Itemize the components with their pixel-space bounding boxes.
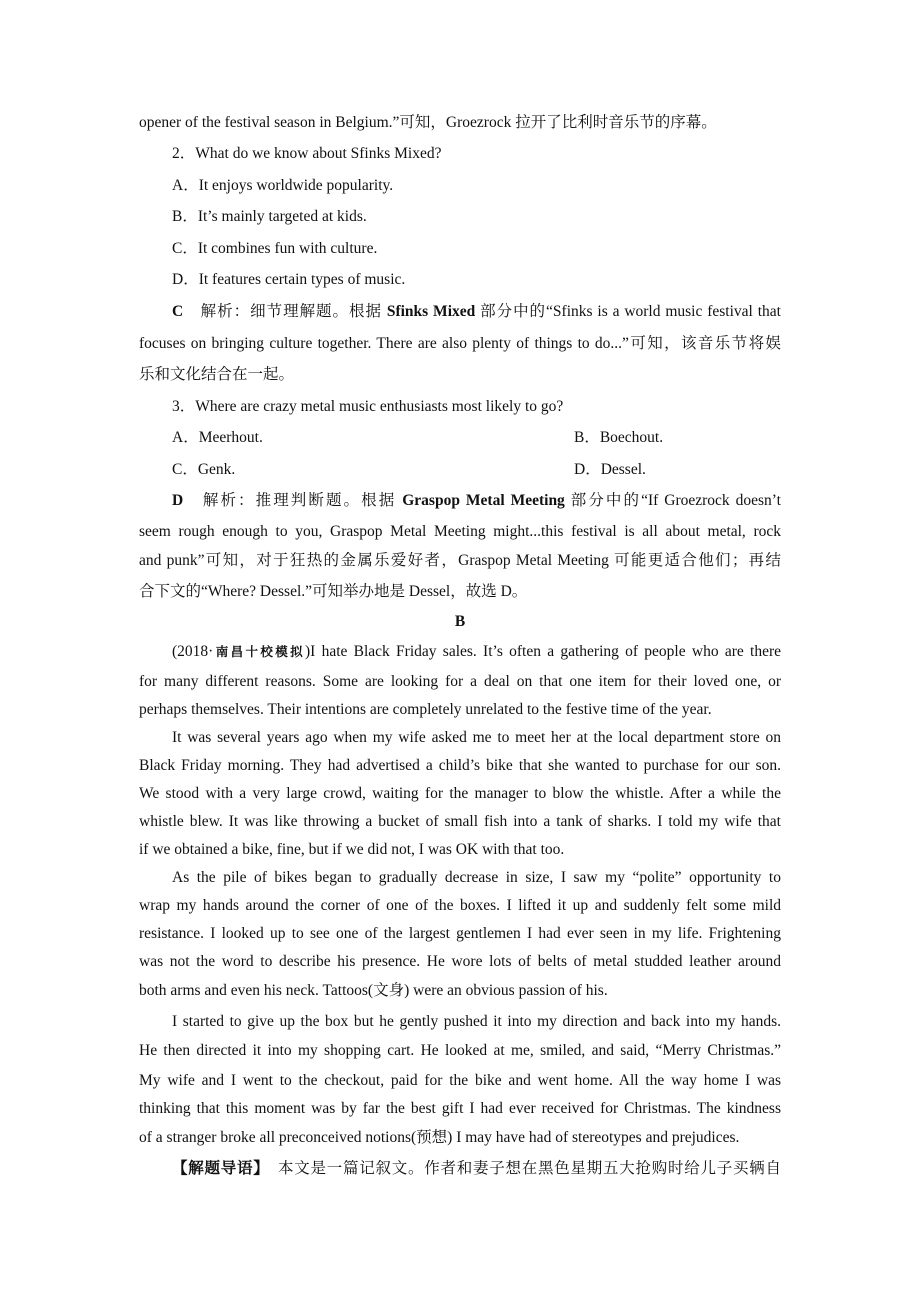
option-2d: D．It features certain types of music.: [172, 271, 406, 288]
option-3a: A．Meerhout.: [172, 429, 263, 446]
options-3-row-2: [139, 456, 781, 484]
answer-2-post: 部分中的“Sfinks is a world music festival that: [475, 303, 781, 320]
answer-3-line-3: and punk”可知，对于狂热的金属乐爱好者，Graspop Metal Meeting 可能更适合他们；再结: [139, 552, 781, 569]
answer-3-section: Graspop Metal Meeting: [402, 492, 565, 509]
passage-p3-line-5: both arms and even his neck. Tattoos(文身) were an obvious passion of his.: [139, 982, 608, 999]
passage-p3-line-3: resistance. I looked up to see one of the largest gentlemen I had ever seen in my life. Frightening: [139, 925, 781, 942]
answer-3-post: 部分中的“If Groezrock doesn’t: [564, 492, 781, 509]
option-2c: C．It combines fun with culture.: [172, 240, 378, 257]
answer-3-line-2: seem rough enough to you, Graspop Metal Meeting might...this festival is all about metal, rock: [139, 523, 781, 540]
answer-2-letter: C: [172, 303, 184, 320]
passage-p2-line-2: Black Friday morning. They had advertised a child’s bike that she wanted to purchase for our son.: [139, 757, 781, 774]
text-line: opener of the festival season in Belgium.”可知，Groezrock 拉开了比利时音乐节的序幕。: [139, 114, 717, 131]
answer-3-line-1: [139, 487, 781, 515]
answer-2-pre: 解析：细节理解题。根据: [200, 303, 387, 320]
guide-label: 【解题导语】: [172, 1160, 262, 1177]
section-heading: B: [454, 613, 466, 630]
answer-3-letter: D: [172, 492, 184, 509]
passage-p2-line-3: We stood with a very large crowd, waiting for the manager to blow the whistle. After a while the: [139, 785, 781, 802]
answer-2-line-3: 乐和文化结合在一起。: [139, 366, 295, 383]
option-3c: C．Genk.: [172, 461, 236, 478]
passage-p2-line-4: whistle blew. It was like throwing a bucket of small fish into a tank of sharks. I told my wife that: [139, 813, 781, 830]
options-3-row-1: [139, 424, 781, 452]
question-2: 2．What do we know about Sfinks Mixed?: [172, 145, 442, 162]
option-3d: D．Dessel.: [574, 461, 646, 478]
passage-p3-line-4: was not the word to describe his presence. He wore lots of belts of metal studded leather around: [139, 953, 781, 970]
passage-p4-line-1: I started to give up the box but he gently pushed it into my direction and back into my hands.: [172, 1013, 781, 1030]
passage-p1-line-3: perhaps themselves. Their intentions are completely unrelated to the festive time of the year.: [139, 701, 712, 718]
passage-p4-line-3: My wife and I went to the checkout, paid for the bike and went home. All the way home I was: [139, 1072, 781, 1089]
passage-p4-line-5: of a stranger broke all preconceived notions(预想) I may have had of stereotypes and prejudices.: [139, 1129, 740, 1146]
passage-p1-line-2: for many different reasons. Some are looking for a deal on that one item for their loved one, or: [139, 673, 781, 690]
option-2a: A．It enjoys worldwide popularity.: [172, 177, 394, 194]
passage-p1-line-1: [139, 638, 781, 666]
option-3b: B．Boechout.: [574, 429, 664, 446]
guide-text: 本文是一篇记叙文。作者和妻子想在黑色星期五大抢购时给儿子买辆自: [278, 1160, 781, 1177]
answer-2-section: Sfinks Mixed: [386, 303, 476, 320]
passage-p3-line-2: wrap my hands around the corner of one of the boxes. I lifted it up and suddenly felt some mild: [139, 897, 781, 914]
passage-p2-line-1: It was several years ago when my wife asked me to meet her at the local department store on: [172, 729, 781, 746]
answer-3-pre: 解析：推理判断题。根据: [202, 492, 403, 509]
answer-2-line-2: focuses on bringing culture together. There are also plenty of things to do...”可知，该音乐节将娱: [139, 335, 781, 352]
passage-p4-line-2: He then directed it into my shopping cart. He looked at me, smiled, and said, “Merry Christmas.”: [139, 1042, 781, 1059]
passage-p2-line-5: if we obtained a bike, fine, but if we did not, I was OK with that too.: [139, 841, 565, 858]
passage-p4-line-4: thinking that this moment was by far the best gift I had ever received for Christmas. The kindness: [139, 1100, 781, 1117]
guide-line: [172, 1155, 781, 1183]
answer-2-line-1: [139, 298, 781, 326]
source-label: 南昌十校模拟: [213, 645, 305, 659]
passage-p1-start: )I hate Black Friday sales. It’s often a gathering of people who are there: [305, 643, 781, 660]
question-3: 3．Where are crazy metal music enthusiasts most likely to go?: [172, 398, 564, 415]
answer-3-line-4: 合下文的“Where? Dessel.”可知举办地是 Dessel，故选 D。: [139, 583, 528, 600]
option-2b: B．It’s mainly targeted at kids.: [172, 208, 367, 225]
source-open: (2018·: [172, 643, 214, 660]
passage-p3-line-1: As the pile of bikes began to gradually decrease in size, I saw my “polite” opportunity to: [172, 869, 781, 886]
